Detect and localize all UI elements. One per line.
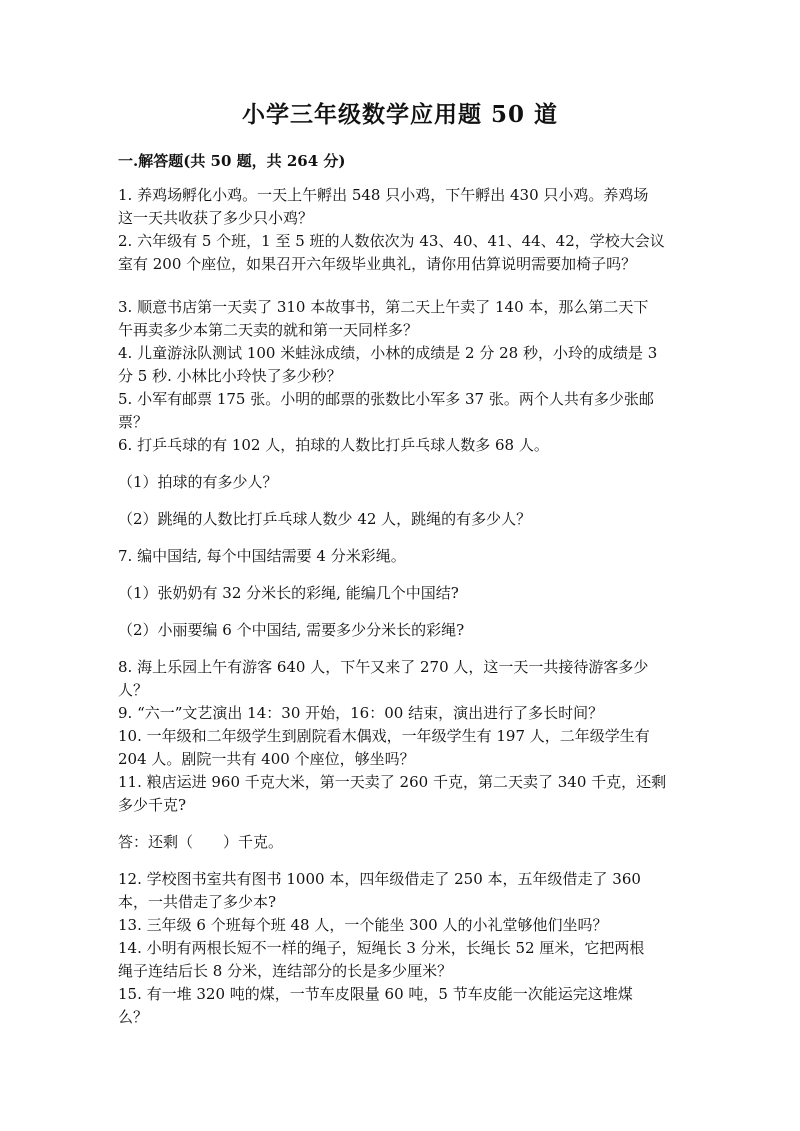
question-7-line-1: 7. 编中国结, 每个中国结需要 4 分米彩绳。 (118, 547, 406, 565)
section-heading: 一.解答题(共 50 题，共 264 分) (118, 152, 346, 170)
question-11-line-2: 多少千克? (118, 796, 187, 814)
question-8-line-1: 8. 海上乐园上午有游客 640 人，下午又来了 270 人，这一天一共接待游客多少 (118, 658, 649, 676)
question-12-line-2: 本，一共借走了多少本? (118, 893, 277, 911)
question-8-line-2: 人？ (118, 681, 149, 699)
question-11-answer-line: 答：还剩（ ）千克。 (118, 833, 284, 851)
question-4-line-1: 4. 儿童游泳队测试 100 米蛙泳成绩，小林的成绩是 2 分 28 秒，小玲的成绩是 3 (118, 344, 658, 362)
question-7-sub-1: （1）张奶奶有 32 分米长的彩绳, 能编几个中国结? (118, 584, 459, 602)
question-15-line-1: 15. 有一堆 320 吨的煤，一节车皮限量 60 吨，5 节车皮能一次能运完这堆煤 (118, 985, 633, 1003)
document-title: 小学三年级数学应用题 50 道 (241, 101, 559, 128)
question-10-line-2: 204 人。剧院一共有 400 个座位，够坐吗？ (118, 750, 415, 768)
question-6-sub-2: （2）跳绳的人数比打乒乓球人数少 42 人，跳绳的有多少人？ (118, 510, 532, 528)
question-4-line-2: 分 5 秒. 小林比小玲快了多少秒？ (118, 367, 342, 385)
question-2-line-1: 2. 六年级有 5 个班，1 至 5 班的人数依次为 43、40、41、44、42，学校大会议 (118, 232, 665, 250)
question-list (118, 184, 688, 1029)
question-6-sub-1: （1）拍球的有多少人？ (118, 473, 278, 491)
question-7-sub-2: （2）小丽要编 6 个中国结, 需要多少分米长的彩绳? (118, 621, 465, 639)
question-15-line-2: 么？ (118, 1008, 149, 1026)
question-3-line-2: 午再卖多少本第二天卖的就和第一天同样多？ (118, 321, 419, 339)
question-13-line-1: 13. 三年级 6 个班每个班 48 人，一个能坐 300 人的小礼堂够他们坐吗？ (118, 916, 608, 934)
question-2-line-2: 室有 200 个座位，如果召开六年级毕业典礼，请你用估算说明需要加椅子吗？ (118, 255, 637, 273)
question-5-line-2: 票？ (118, 413, 149, 431)
question-3-line-1: 3. 顺意书店第一天卖了 310 本故事书，第二天上午卖了 140 本，那么第二天下 (118, 298, 649, 316)
question-10-line-1: 10. 一年级和二年级学生到剧院看木偶戏，一年级学生有 197 人，二年级学生有 (118, 727, 650, 745)
question-9-line-1: 9. “六一”文艺演出 14：30 开始，16：00 结束，演出进行了多长时间？ (118, 704, 604, 722)
question-12-line-1: 12. 学校图书室共有图书 1000 本，四年级借走了 250 本，五年级借走了 360 (118, 870, 641, 888)
question-11-line-1: 11. 粮店运进 960 千克大米，第一天卖了 260 千克，第二天卖了 340 千克，还剩 (118, 773, 667, 791)
question-5-line-1: 5. 小军有邮票 175 张。小明的邮票的张数比小军多 37 张。两个人共有多少张邮 (118, 390, 654, 408)
question-14-line-2: 绳子连结后长 8 分米，连结部分的长是多少厘米？ (118, 962, 453, 980)
question-6-line-1: 6. 打乒乓球的有 102 人，拍球的人数比打乒乓球人数多 68 人。 (118, 436, 549, 454)
question-1-line-2: 这一天共收获了多少只小鸡？ (118, 209, 314, 227)
question-14-line-1: 14. 小明有两根长短不一样的绳子，短绳长 3 分米，长绳长 52 厘米，它把两根 (118, 939, 645, 957)
question-1-line-1: 1. 养鸡场孵化小鸡。一天上午孵出 548 只小鸡，下午孵出 430 只小鸡。养鸡场 (118, 186, 649, 204)
